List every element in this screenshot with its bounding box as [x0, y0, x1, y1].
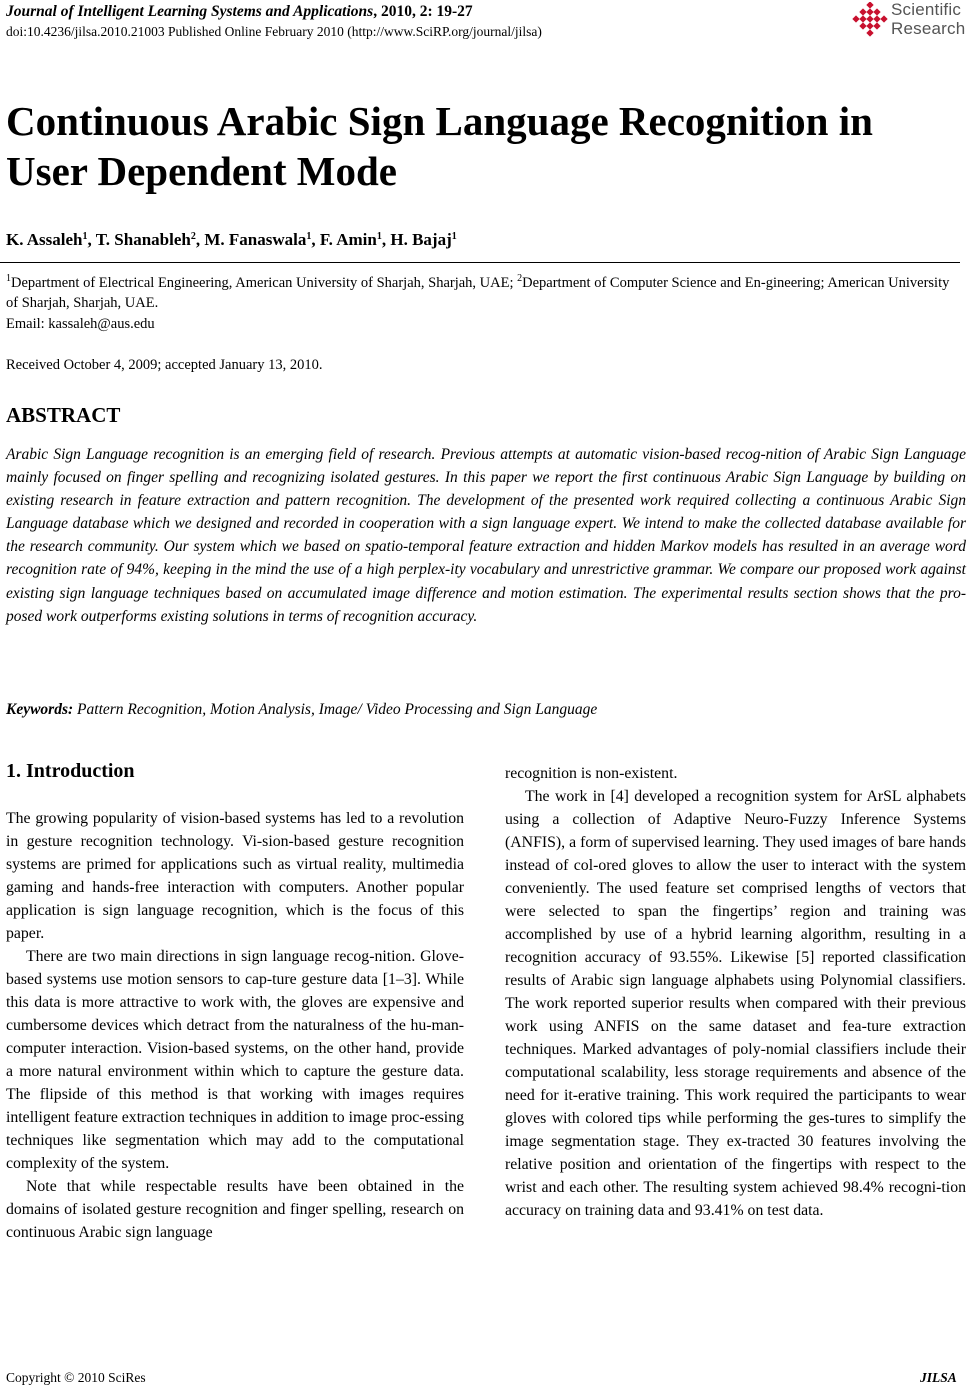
logo-line-2: Research — [891, 19, 966, 38]
received-dates: Received October 4, 2009; accepted January 13, 2010. — [6, 357, 323, 373]
paragraph: Note that while respectable results have been obtained in the domains of isolated gesture recognition and finger spelling, research on continuous Arabic sign language — [6, 1178, 464, 1241]
paragraph: There are two main directions in sign language recog-nition. Glove-based systems use motion sensors to cap-ture gesture data [1–3]. While this data is more attractive to work with, the gloves are expensive and cumbersome devices which detract from the naturalness of the hu-man-computer interaction. Vision-based systems, on the other hand, provide a more natural environment within which to capture the gesture data. The flipside of this method is that working with images requires intelligent feature extraction techniques in addition to image proc-essing techniques like segmentation which may add to the computational complexity of the system. — [6, 948, 464, 1172]
contact-email: Email: kassaleh@aus.edu — [6, 316, 155, 332]
keywords — [6, 701, 597, 719]
author: M. Fanaswala$^1$, — [204, 230, 320, 249]
abstract-text: Arabic Sign Language recognition is an emerging field of research. Previous attempts at automatic vision-based recog-nition of Arabic Sign Language mainly focused on finger spelling and recognizing isolated gestures. In this paper we report the first continuous Arabic Sign Language by building on existing research in feature extraction and pattern recognition. The development of the presented work required collecting a continuous Arabic Sign Language database which we designed and recorded in cooperation with a sign language expert. We intend to make the collected database available for the research community. Our system which we based on spatio-temporal feature extraction and hidden Markov models has resulted in an average word recognition rate of 94%, keeping in the mind the use of a high perplex-ity vocabulary and unrestrictive grammar. We compare our proposed work against existing sign language techniques based on accumulated image difference and motion estimation. The experimental results section shows that the pro-posed work outperforms existing solutions in terms of recognition accuracy. — [6, 446, 966, 625]
left-column — [6, 807, 464, 1244]
affiliations: $^1$Department of Electrical Engineering, American University of Sharjah, Sharjah, UAE; $^2$Department of Computer Science and En-gineering; American University of Sharjah, Sharjah, UAE. — [6, 273, 950, 311]
journal-name: Journal of Intelligent Learning Systems and Applications — [6, 3, 374, 20]
scirp-logo-icon — [852, 2, 888, 38]
author: H. Bajaj$^1$ — [390, 230, 457, 249]
journal-citation — [6, 3, 473, 21]
section-heading: 1. Introduction — [6, 760, 135, 782]
publisher-logo — [852, 0, 969, 42]
paragraph: The work in [4] developed a recognition system for ArSL alphabets using a collection of Adaptive Neuro-Fuzzy Inference Systems (ANFIS), a form of supervised learning. They used images of bare hands instead of col-ored gloves to allow the user to interact with the system conveniently. The used feature set comprised lengths of vectors that were selected to span the fingertips’ region and training was accomplished by use of a hybrid learning algorithm, resulting in a recognition accuracy of 93.55%. Likewise [5] reported classification results of Arabic sign language alphabets using Polynomial classifiers. The work reported superior results when compared with their previous work using ANFIS on the same dataset and fea-ture extraction techniques. Marked advantages of poly-nomial classifiers include their computational scalability, less storage requirements and absence of the need for it-erative training. This work required the participants to wear gloves with colored tips while performing the ges-tures to simplify the image segmentation stage. They ex-tracted 30 features involving the relative position and orientation of the fingertips with respect to the wrist and each other. The resulting system achieved 98.4% recogni-tion accuracy on training data and 93.41% on test data. — [505, 788, 966, 1219]
header-divider — [0, 262, 960, 263]
doi-line: doi:10.4236/jilsa.2010.21003 Published Online February 2010 (http://www.SciRP.org/journal/jilsa) — [6, 24, 542, 39]
author: T. Shanableh$^2$, — [95, 230, 205, 249]
author: K. Assaleh$^1$, — [6, 230, 96, 249]
journal-volume-info: , 2010, 2: 19-27 — [373, 3, 473, 20]
copyright-notice: Copyright © 2010 SciRes — [6, 1370, 146, 1385]
author-list — [6, 230, 457, 250]
logo-line-1: Scientific — [891, 0, 962, 19]
right-column — [505, 762, 966, 1222]
keywords-label: Keywords: — [6, 701, 74, 718]
paragraph: recognition is non-existent. — [505, 765, 678, 782]
journal-abbreviation: JILSA — [920, 1370, 957, 1385]
paper-title: Continuous Arabic Sign Language Recognition in User Dependent Mode — [6, 98, 873, 194]
logo-text — [891, 0, 965, 38]
author: F. Amin$^1$, — [319, 230, 391, 249]
abstract-heading: ABSTRACT — [6, 403, 121, 427]
paragraph: The growing popularity of vision-based systems has led to a revolution in gesture recognition technology. Vi-sion-based gesture recognition systems are primed for applications such as virtual reality, multimedia gaming and hands-free interaction with computers. Another popular application is sign language recognition, which is the focus of this paper. — [6, 810, 464, 942]
keywords-list: Pattern Recognition, Motion Analysis, Image/ Video Processing and Sign Language — [73, 701, 598, 718]
